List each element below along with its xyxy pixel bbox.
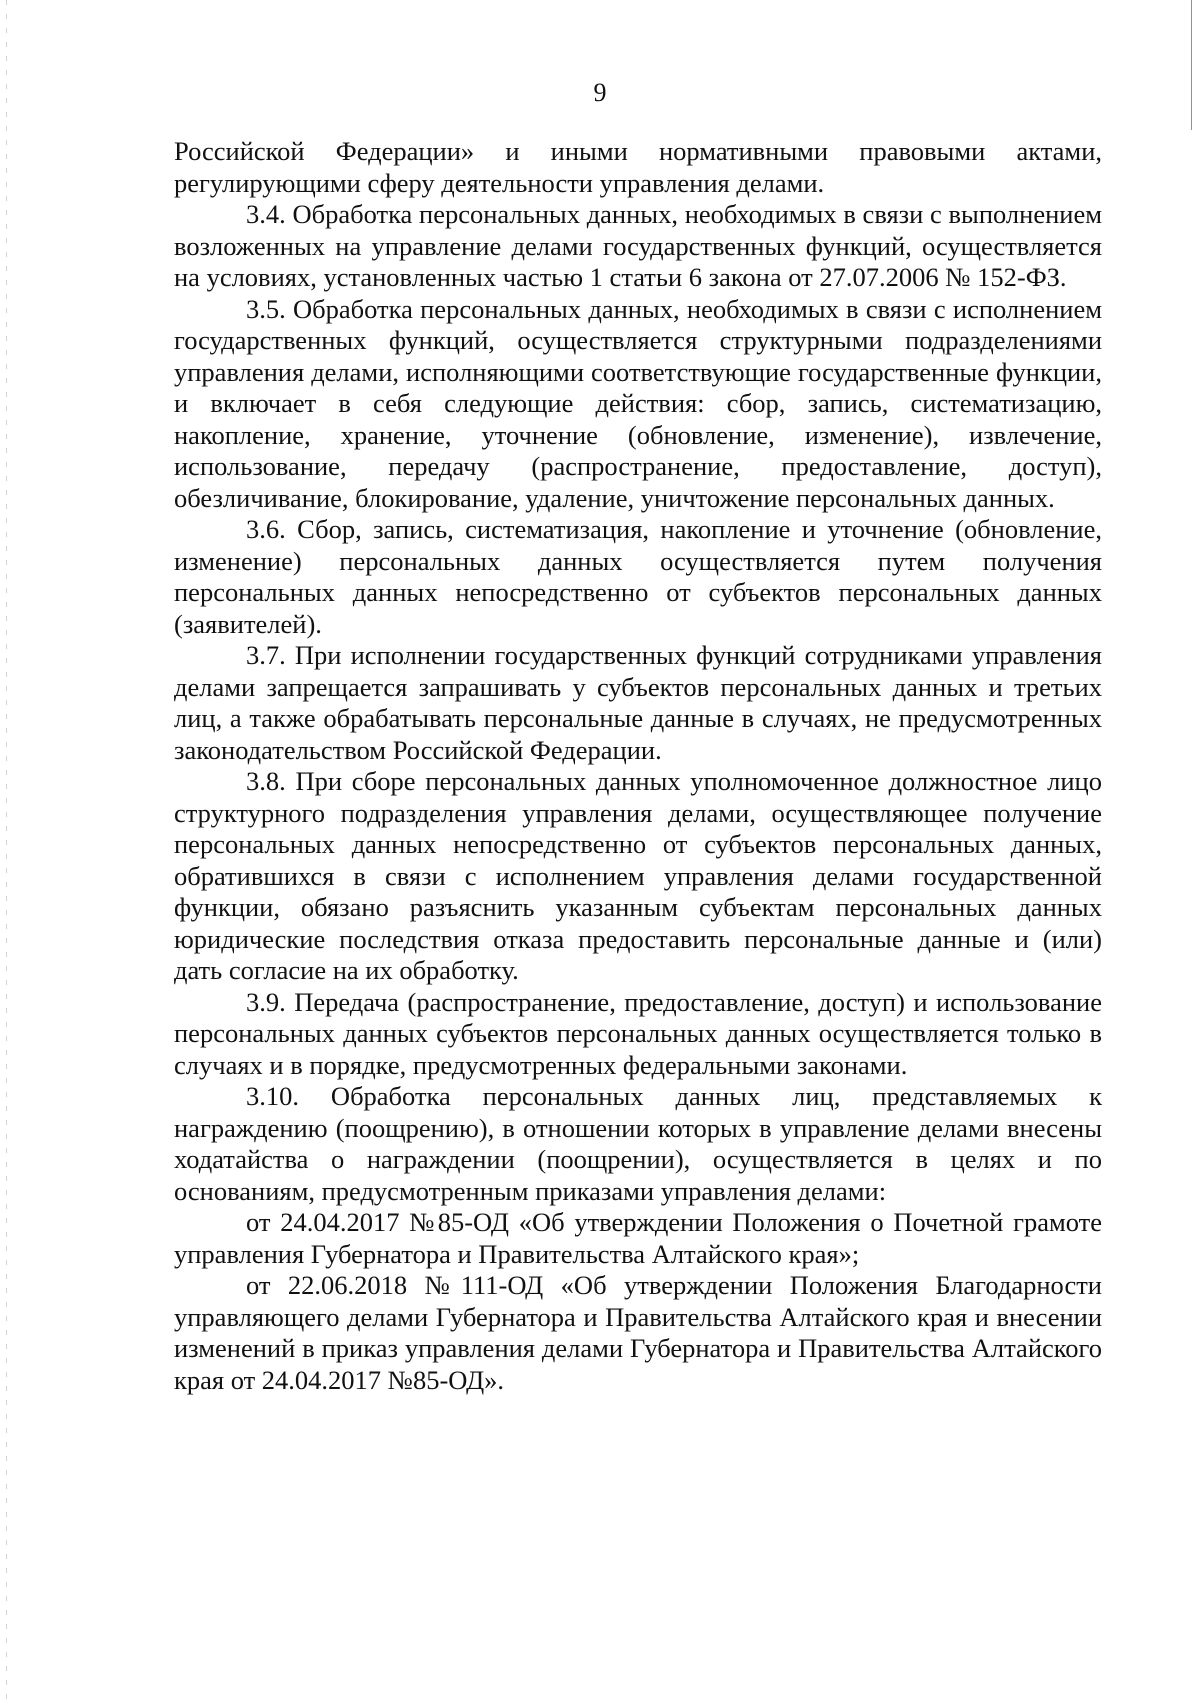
scan-edge-left <box>6 0 7 1703</box>
document-body <box>174 136 1102 1396</box>
paragraph-3-7: 3.7. При исполнении государственных функций сотрудниками управления делами запрещается запрашивать у субъектов персональных данных и третьих лиц, а также обрабатывать персональные данные в случаях, не предусмотренных законодательством Российской Федерации. <box>174 640 1102 765</box>
paragraph-3-4: 3.4. Обработка персональных данных, необходимых в связи с выполнением возложенных на управление делами государственных функций, осуществляется на условиях, установленных частью 1 статьи 6 закона от 27.07.2006 № 152-ФЗ. <box>174 199 1102 292</box>
order-reference-85-od: от 24.04.2017 №85-ОД «Об утверждении Положения о Почетной грамоте управления Губернатора и Правительства Алтайского края»; <box>174 1207 1102 1269</box>
paragraph-3-5: 3.5. Обработка персональных данных, необходимых в связи с исполнением государственных функций, осуществляется структурными подразделениями управления делами, исполняющими соответствующие государственные функции, и включает в себя следующие действия: сбор, запись, систематизацию, накопление, хранение, уточнение (обновление, изменение), извлечение, использование, передачу (распространение, предоставление, доступ), обезличивание, блокирование, удаление, уничтожение персональных данных. <box>174 293 1102 513</box>
paragraph-3-9: 3.9. Передача (распространение, предоставление, доступ) и использование персональных данных субъектов персональных данных осуществляется только в случаях и в порядке, предусмотренных федеральными законами. <box>174 986 1102 1080</box>
paragraph-3-6: 3.6. Сбор, запись, систематизация, накопление и уточнение (обновление, изменение) персональных данных осуществляется путем получения персональных данных непосредственно от субъектов персональных данных (заявителей). <box>174 514 1102 639</box>
paragraph-continuation: Российской Федерации» и иными нормативными правовыми актами, регулирующими сферу деятельности управления делами. <box>174 136 1102 198</box>
paragraph-3-10: 3.10. Обработка персональных данных лиц, представляемых к награждению (поощрению), в отношении которых в управление делами внесены ходатайства о награждении (поощрении), осуществляется в целях и по основаниям, предусмотренным приказами управления делами: <box>174 1081 1102 1206</box>
page-number: 9 <box>593 78 607 107</box>
order-reference-111-od: от 22.06.2018 №111-ОД «Об утверждении Положения Благодарности управляющего делами Губернатора и Правительства Алтайского края и внесении изменений в приказ управления делами Губернатора и Правительства Алтайского края от 24.04.2017 №85-ОД». <box>174 1270 1102 1395</box>
scan-edge-right <box>1191 0 1192 130</box>
paragraph-3-8: 3.8. При сборе персональных данных уполномоченное должностное лицо структурного подразделения управления делами, осуществляющее получение персональных данных непосредственно от субъектов персональных данных, обратившихся в связи с исполнением управления делами государственной функции, обязано разъяснить указанным субъектам персональных данных юридические последствия отказа предоставить персональные данные и (или) дать согласие на их обработку. <box>174 766 1102 985</box>
